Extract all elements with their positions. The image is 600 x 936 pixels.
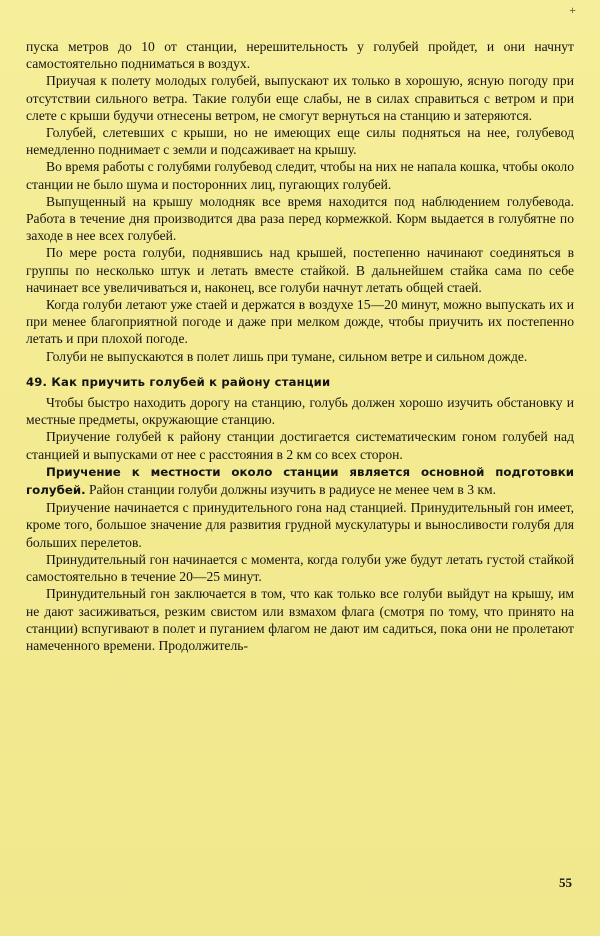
page-text (26, 38, 574, 654)
paragraph: Выпущенный на крышу молодняк все время находится под наблюдением голубевода. Работа в течение дня производится два раза перед кормежкой. Корм выдается в голубятне по заходе в нее всех голубей. (26, 193, 574, 244)
bold-lead-phrase: Приучение к местности около станции является основной подготовки голубей. (26, 464, 574, 498)
paragraph: Когда голуби летают уже стаей и держатся в воздухе 15—20 минут, можно выпускать их и при менее благоприятной погоде и даже при мелком дожде, чтобы приучить их постепенно летать и при плохой погоде. (26, 297, 574, 347)
paragraph: Во время работы с голубями голубевод следит, чтобы на них не напала кошка, чтобы около станции не было шума и посторонних лиц, пугающих голубей. (26, 159, 574, 192)
paragraph: Голуби не выпускаются в полет лишь при тумане, сильном ветре и сильном дожде. (46, 348, 528, 364)
paragraph: Голубей, слетевших с крыши, но не имеющих еще силы подняться на нее, голубевод немедленно поднимает с земли и подсаживает на крышу. (26, 125, 574, 158)
paragraph: Приучая к полету молодых голубей, выпускают их только в хорошую, ясную погоду при отсутствии сильного ветра. Такие голуби еще слабы, не в силах справиться с ветром и при слете с крыши будучи отнесены ветром, не смогут вернуться на станцию и затеряются. (26, 73, 574, 123)
paragraph-rest: Район станции голуби должны изучить в радиусе не менее чем в 3 км. (85, 482, 497, 498)
paragraph-with-bold-lead (26, 463, 574, 499)
paragraph: Приучение начинается с принудительного гона над станцией. Принудительный гон имеет, кроме того, большое значение для развития грудной мускулатуры и выносливости голубя для больших перелетов. (26, 500, 574, 550)
paragraph: Принудительный гон заключается в том, что как только все голуби выйдут на крышу, им не дают засиживаться, резким свистом или взмахом флага (смотря по тому, что принято на станции) вспугивают в полет и пуганием флагом не дают им садиться, пока они не пролетают намеченного времени. Продолжитель- (26, 586, 574, 653)
paragraph: Принудительный гон начинается с момента, когда голуби уже будут летать густой стайкой самостоятельно в течение 20—25 минут. (26, 551, 574, 585)
paragraph: пуска метров до 10 от станции, нерешительность у голубей пройдет, и они начнут самостоятельно подниматься в воздух. (26, 39, 574, 72)
paragraph: Приучение голубей к району станции достигается систематическим гоном голубей над станцией и выпусками от нее с расстояния в 2 км со всех сторон. (26, 429, 574, 462)
section-heading: 49. Как приучить голубей к району станции (26, 374, 331, 389)
corner-mark: + (569, 3, 576, 17)
paragraph: Чтобы быстро находить дорогу на станцию, голубь должен хорошо изучить обстановку и местные предметы, окружающие станцию. (26, 395, 574, 428)
page-number: 55 (559, 875, 572, 890)
paragraph: По мере роста голуби, поднявшись над крышей, постепенно начинают соединяться в группы по несколько штук и летать вместе стайкой. В дальнейшем стайка сама по себе начинает все увеличиваться и, наконец, все голуби начнут летать общей стаей. (26, 245, 574, 295)
